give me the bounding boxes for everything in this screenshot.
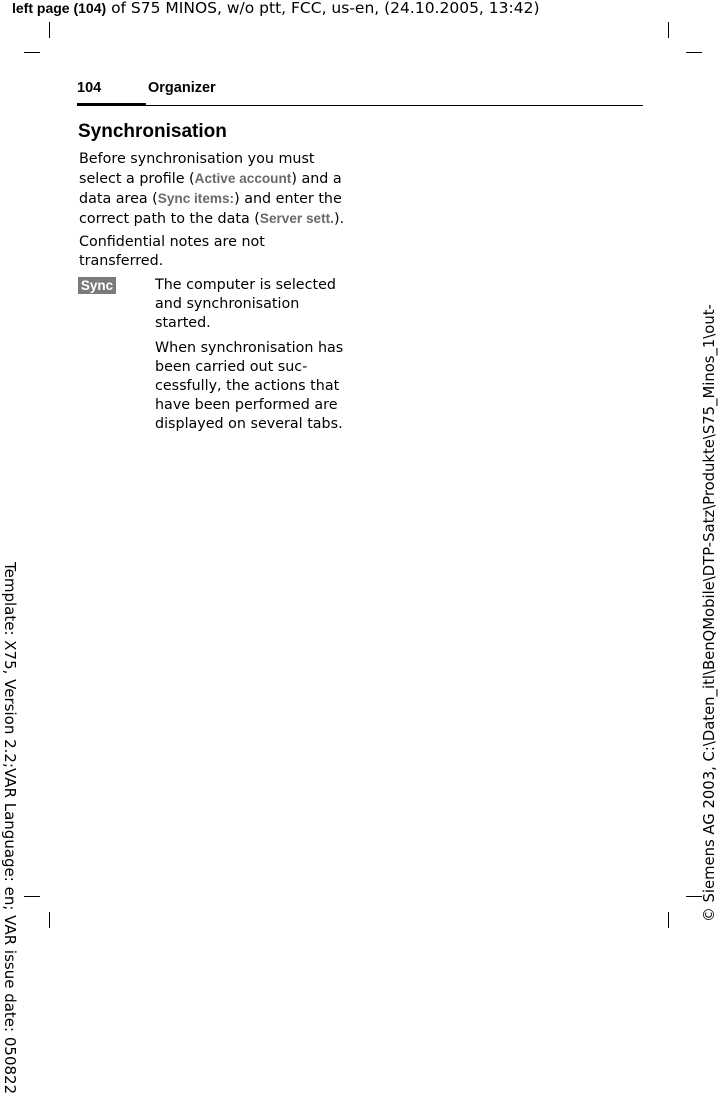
section-title: Organizer — [148, 80, 216, 96]
crop-mark — [668, 22, 669, 38]
intro-paragraph — [79, 150, 351, 229]
crop-mark — [49, 912, 50, 928]
sync-softkey-label: Sync — [78, 277, 116, 294]
page-number: 104 — [77, 80, 102, 96]
softkey-description: The computer is selected and synchronisation started. — [155, 277, 336, 331]
softkey-result-description: When synchronisation has been carried out suc-cessfully, the actions that have been performed are displayed on several tabs. — [155, 340, 344, 432]
confidential-note: Confidential notes are not transferred. — [79, 234, 265, 269]
para-text: Before synchronisation you must select a profile ( — [79, 151, 315, 187]
copyright-path-text: © Siemens AG 2003, C:\Daten_itl\BenQMobile\DTP-Satz\Produkte\S75_Minos_1\out- — [701, 304, 718, 922]
crop-mark — [686, 52, 702, 53]
crop-mark — [668, 912, 669, 928]
page-heading: Synchronisation — [78, 121, 227, 142]
slug-page-ref: left page (104) — [12, 0, 107, 16]
crop-mark — [24, 52, 40, 53]
crop-mark — [49, 22, 50, 38]
para-text: ) and a data area ( — [79, 171, 342, 207]
para-text: ) and enter the correct path to the data ( — [79, 191, 342, 227]
crop-mark — [24, 896, 40, 897]
ui-term-server-sett: Server sett. — [259, 211, 334, 226]
template-info-text: Template: X75, Version 2.2;VAR Language: en; VAR issue date: 050822 — [1, 562, 19, 1094]
header-rule — [77, 105, 643, 106]
ui-term-sync-items: Sync items: — [157, 191, 235, 206]
para-text: ). — [333, 211, 345, 227]
print-slug — [12, 0, 540, 18]
ui-term-active-account: Active account — [194, 171, 292, 186]
slug-details: of S75 MINOS, w/o ptt, FCC, us-en, (24.10.2005, 13:42) — [106, 0, 540, 17]
